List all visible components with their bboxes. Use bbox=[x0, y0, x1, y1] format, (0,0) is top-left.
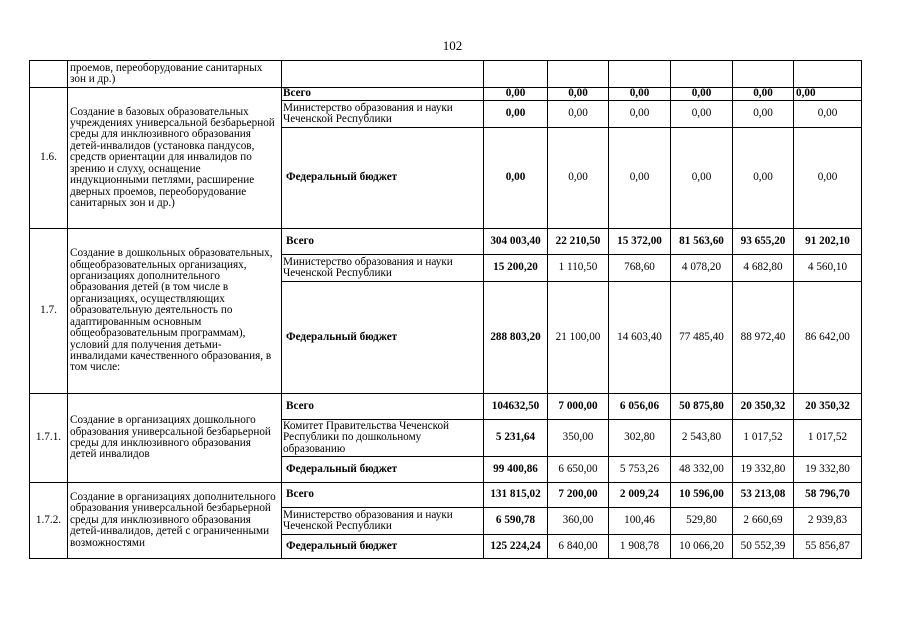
value-year: 2 939,83 bbox=[794, 508, 862, 535]
row-number: 1.6. bbox=[30, 88, 68, 229]
value-year: 77 485,40 bbox=[671, 282, 733, 394]
value-total: 15 200,20 bbox=[484, 255, 548, 282]
value-year: 360,00 bbox=[548, 508, 609, 535]
value-year: 10 066,20 bbox=[671, 535, 733, 559]
funding-source: Министерство образования и науки Чеченской Республики bbox=[282, 101, 484, 128]
value-year: 22 210,50 bbox=[548, 229, 609, 255]
value-year: 19 332,80 bbox=[733, 457, 794, 483]
funding-source-federal: Федеральный бюджет bbox=[282, 535, 484, 559]
value-year bbox=[794, 88, 862, 101]
value-total: 104632,50 bbox=[484, 394, 548, 420]
value-year: 93 655,20 bbox=[733, 229, 794, 255]
funding-source-federal: Федеральный бюджет bbox=[282, 128, 484, 229]
activity-name: Создание в дошкольных образовательных, общеобразовательных организациях, организациях дополнительного образования детей (в том числе в организациях, осуществляющих образовательную деятельность по адаптированным основным общеобразовательным программам), условий для получения детьми-инвалидами качественного образования, в том числе: bbox=[68, 229, 282, 394]
activity-name: Создание в организациях дошкольного образования универсальной безбарьерной среды для инклюзивного образования детей инвалидов bbox=[68, 394, 282, 483]
row-number: 1.7.2. bbox=[30, 483, 68, 559]
value-year: 5 753,26 bbox=[609, 457, 671, 483]
value-year: 4 560,10 bbox=[794, 255, 862, 282]
value-year: 48 332,00 bbox=[671, 457, 733, 483]
value-year: 7 000,00 bbox=[548, 394, 609, 420]
value-total: 131 815,02 bbox=[484, 483, 548, 508]
value-year: 6 840,00 bbox=[548, 535, 609, 559]
funding-source: Комитет Правительства Чеченской Республики по дошкольному образованию bbox=[282, 420, 484, 457]
value-year: 58 796,70 bbox=[794, 483, 862, 508]
value-year: 1 110,50 bbox=[548, 255, 609, 282]
value-year: 53 213,08 bbox=[733, 483, 794, 508]
funding-source-total: Всего bbox=[282, 483, 484, 508]
value-year: 529,80 bbox=[671, 508, 733, 535]
value-total: 0,00 bbox=[484, 101, 548, 128]
value-total: 0,00 bbox=[484, 88, 548, 101]
value-year: 0,00 bbox=[548, 128, 609, 229]
value-year: 0,00 bbox=[733, 101, 794, 128]
value-year: 21 100,00 bbox=[548, 282, 609, 394]
value-year: 0,00 bbox=[548, 88, 609, 101]
value-year: 100,46 bbox=[609, 508, 671, 535]
value-year: 0,00 bbox=[794, 101, 862, 128]
value-total: 99 400,86 bbox=[484, 457, 548, 483]
table-row bbox=[30, 394, 862, 420]
value-total: 0,00 bbox=[484, 128, 548, 229]
value-year: 0,00 bbox=[733, 128, 794, 229]
value-year: 19 332,80 bbox=[794, 457, 862, 483]
funding-source-federal: Федеральный бюджет bbox=[282, 282, 484, 394]
value-year: 302,80 bbox=[609, 420, 671, 457]
value-year: 350,00 bbox=[548, 420, 609, 457]
value-year: 4 078,20 bbox=[671, 255, 733, 282]
value-year: 50 875,80 bbox=[671, 394, 733, 420]
value-year: 1 017,52 bbox=[794, 420, 862, 457]
value-year: 0,00 bbox=[671, 128, 733, 229]
value-year: 2 660,69 bbox=[733, 508, 794, 535]
row-number bbox=[30, 61, 68, 88]
value-year: 6 056,06 bbox=[609, 394, 671, 420]
table-row bbox=[30, 229, 862, 255]
value-year: 88 972,40 bbox=[733, 282, 794, 394]
value-total: 5 231,64 bbox=[484, 420, 548, 457]
activity-name: Создание в организациях дополнительного образования универсальной безбарьерной среды для инклюзивного образования детей-инвалидов, детей с ограниченными возможностями bbox=[68, 483, 282, 559]
value-year: 10 596,00 bbox=[671, 483, 733, 508]
value-year: 86 642,00 bbox=[794, 282, 862, 394]
continuation-row bbox=[30, 61, 862, 88]
value-year: 2 009,24 bbox=[609, 483, 671, 508]
value-year: 6 650,00 bbox=[548, 457, 609, 483]
value-year: 7 200,00 bbox=[548, 483, 609, 508]
row-number: 1.7. bbox=[30, 229, 68, 394]
funding-source: Министерство образования и науки Чеченской Республики bbox=[282, 508, 484, 535]
funding-source-federal: Федеральный бюджет bbox=[282, 457, 484, 483]
value-year: 91 202,10 bbox=[794, 229, 862, 255]
value-year: 0,00 bbox=[794, 128, 862, 229]
value-year: 1 908,78 bbox=[609, 535, 671, 559]
value-year: 0,00 bbox=[609, 101, 671, 128]
table-row bbox=[30, 483, 862, 508]
funding-source-total: Всего bbox=[282, 229, 484, 255]
activity-name: проемов, переоборудование санитарных зон и др.) bbox=[68, 61, 282, 88]
value-year: 15 372,00 bbox=[609, 229, 671, 255]
funding-source: Министерство образования и науки Чеченской Республики bbox=[282, 255, 484, 282]
value-year: 55 856,87 bbox=[794, 535, 862, 559]
value-year: 0,00 bbox=[609, 128, 671, 229]
value-total: 304 003,40 bbox=[484, 229, 548, 255]
program-budget-table bbox=[29, 60, 862, 559]
funding-source-total: Всего bbox=[282, 88, 484, 101]
value-year: 0,00 bbox=[609, 88, 671, 101]
activity-name: Создание в базовых образовательных учреждениях универсальной безбарьерной среды для инклюзивного образования детей-инвалидов (установка пандусов, средств ориентации для инвалидов по зрению и слуху, оснащение индукционными петлями, расширение дверных проемов, переоборудование санитарных зон и др.) bbox=[68, 88, 282, 229]
value-year: 0,00 bbox=[796, 87, 816, 100]
value-year: 0,00 bbox=[671, 101, 733, 128]
value-year: 2 543,80 bbox=[671, 420, 733, 457]
value-year: 4 682,80 bbox=[733, 255, 794, 282]
page-number: 102 bbox=[442, 38, 463, 53]
row-number: 1.7.1. bbox=[30, 394, 68, 483]
value-year: 0,00 bbox=[548, 101, 609, 128]
value-year: 0,00 bbox=[671, 88, 733, 101]
value-year: 20 350,32 bbox=[733, 394, 794, 420]
value-year: 768,60 bbox=[609, 255, 671, 282]
value-year: 81 563,60 bbox=[671, 229, 733, 255]
value-year: 0,00 bbox=[733, 88, 794, 101]
value-total: 6 590,78 bbox=[484, 508, 548, 535]
table-row bbox=[30, 88, 862, 101]
value-total: 288 803,20 bbox=[484, 282, 548, 394]
value-total: 125 224,24 bbox=[484, 535, 548, 559]
value-year: 50 552,39 bbox=[733, 535, 794, 559]
value-year: 14 603,40 bbox=[609, 282, 671, 394]
value-year: 20 350,32 bbox=[794, 394, 862, 420]
value-year: 1 017,52 bbox=[733, 420, 794, 457]
funding-source-total: Всего bbox=[282, 394, 484, 420]
